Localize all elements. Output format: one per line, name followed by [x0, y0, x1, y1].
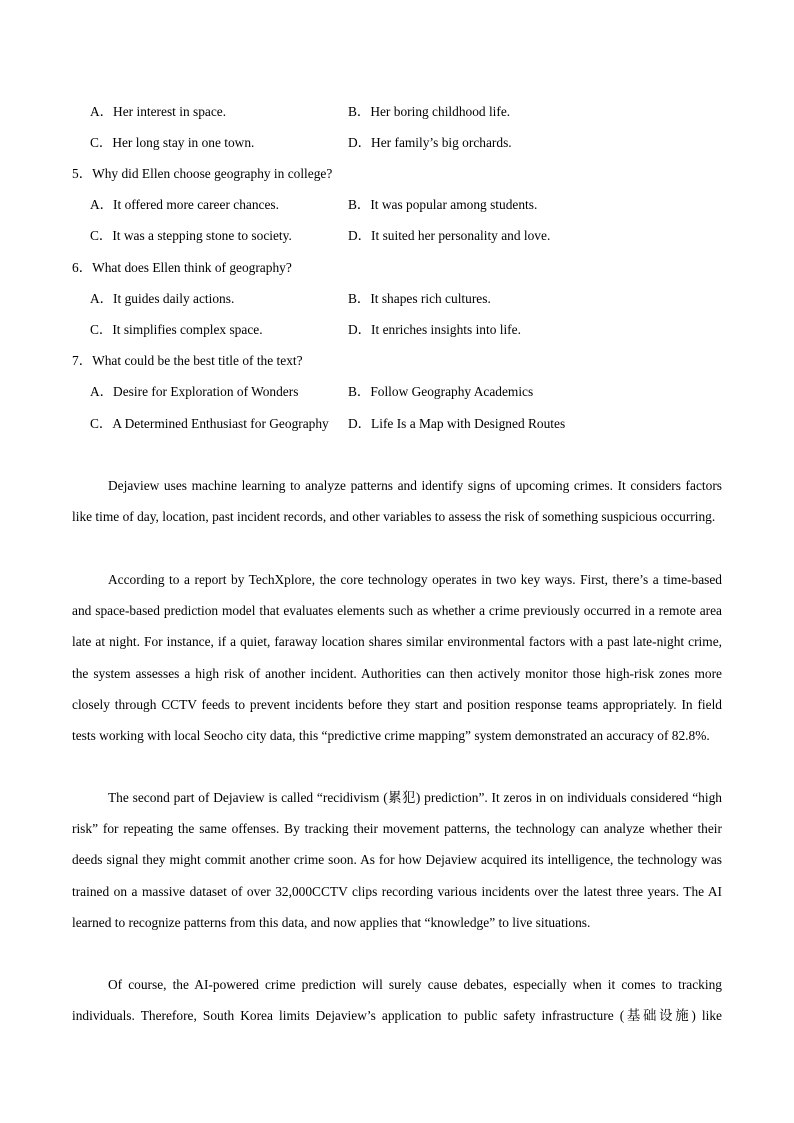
option-b[interactable]: B．It shapes rich cultures. — [348, 291, 491, 306]
question-text: Why did Ellen choose geography in college? — [92, 166, 333, 181]
option-a[interactable]: A．Desire for Exploration of Wonders — [90, 384, 299, 399]
option-b[interactable]: B．It was popular among students. — [348, 197, 538, 212]
option-a[interactable]: A．It offered more career chances. — [90, 197, 279, 212]
question-number: 6． — [72, 260, 93, 275]
question-text: What does Ellen think of geography? — [92, 260, 292, 275]
question-7-stem — [72, 352, 303, 370]
option-c[interactable]: C．It simplifies complex space. — [90, 322, 263, 337]
passage-paragraph-4: Of course, the AI-powered crime prediction will surely cause debates, especially when it comes to tracking individuals. Therefore, South Korea limits Dejaview’s application to public safety infrastructure (基础设施) like — [72, 977, 722, 1024]
question-5-options-row-1 — [90, 196, 730, 214]
question-7-options-row-1 — [90, 383, 730, 401]
option-a[interactable]: A．Her interest in space. — [90, 104, 227, 119]
question-number: 7． — [72, 353, 93, 368]
question-5-stem — [72, 165, 332, 183]
question-6-stem — [72, 259, 292, 277]
passage-paragraph-2: According to a report by TechXplore, the core technology operates in two key ways. First, there’s a time-based and space-based prediction model that evaluates elements such as whether a crime previously occurred in a remote area late at night. For instance, if a quiet, faraway location shares similar environmental factors with a past late-night crime, the system assesses a high risk of another incident. Authorities can then actively monitor those high-risk zones more closely through CCTV feeds to prevent incidents before they start and position response teams appropriately. In field tests working with local Seocho city data, this “predictive crime mapping” system demonstrated an accuracy of 82.8%. — [72, 572, 722, 744]
option-c[interactable]: C．Her long stay in one town. — [90, 135, 255, 150]
question-text: What could be the best title of the text? — [92, 353, 303, 368]
question-7-options-row-2 — [90, 415, 730, 433]
option-d[interactable]: D．It enriches insights into life. — [348, 322, 521, 337]
option-d[interactable]: D．Life Is a Map with Designed Routes — [348, 416, 566, 431]
question-4-options-row-1 — [90, 103, 730, 121]
question-6-options-row-1 — [90, 290, 730, 308]
option-c[interactable]: C．A Determined Enthusiast for Geography — [90, 416, 329, 431]
option-c[interactable]: C．It was a stepping stone to society. — [90, 228, 292, 243]
option-d[interactable]: D．It suited her personality and love. — [348, 228, 551, 243]
question-4-options-row-2 — [90, 134, 730, 152]
question-number: 5． — [72, 166, 93, 181]
question-5-options-row-2 — [90, 227, 730, 245]
passage-paragraph-3: The second part of Dejaview is called “recidivism (累犯) prediction”. It zeros in on individuals considered “high risk” for repeating the same offenses. By tracking their movement patterns, the technology can analyze whether their deeds signal they might commit another crime soon. As for how Dejaview acquired its intelligence, the technology was trained on a massive dataset of over 32,000CCTV clips recording various incidents over the latest three years. The AI learned to recognize patterns from this data, and now applies that “knowledge” to live situations. — [72, 790, 722, 930]
option-a[interactable]: A．It guides daily actions. — [90, 291, 235, 306]
option-b[interactable]: B．Follow Geography Academics — [348, 384, 534, 399]
question-6-options-row-2 — [90, 321, 730, 339]
passage-paragraph-1: Dejaview uses machine learning to analyze patterns and identify signs of upcoming crimes. It considers factors like time of day, location, past incident records, and other variables to assess the risk of something suspicious occurring. — [72, 478, 722, 525]
option-b[interactable]: B．Her boring childhood life. — [348, 104, 511, 119]
option-d[interactable]: D．Her family’s big orchards. — [348, 135, 512, 150]
